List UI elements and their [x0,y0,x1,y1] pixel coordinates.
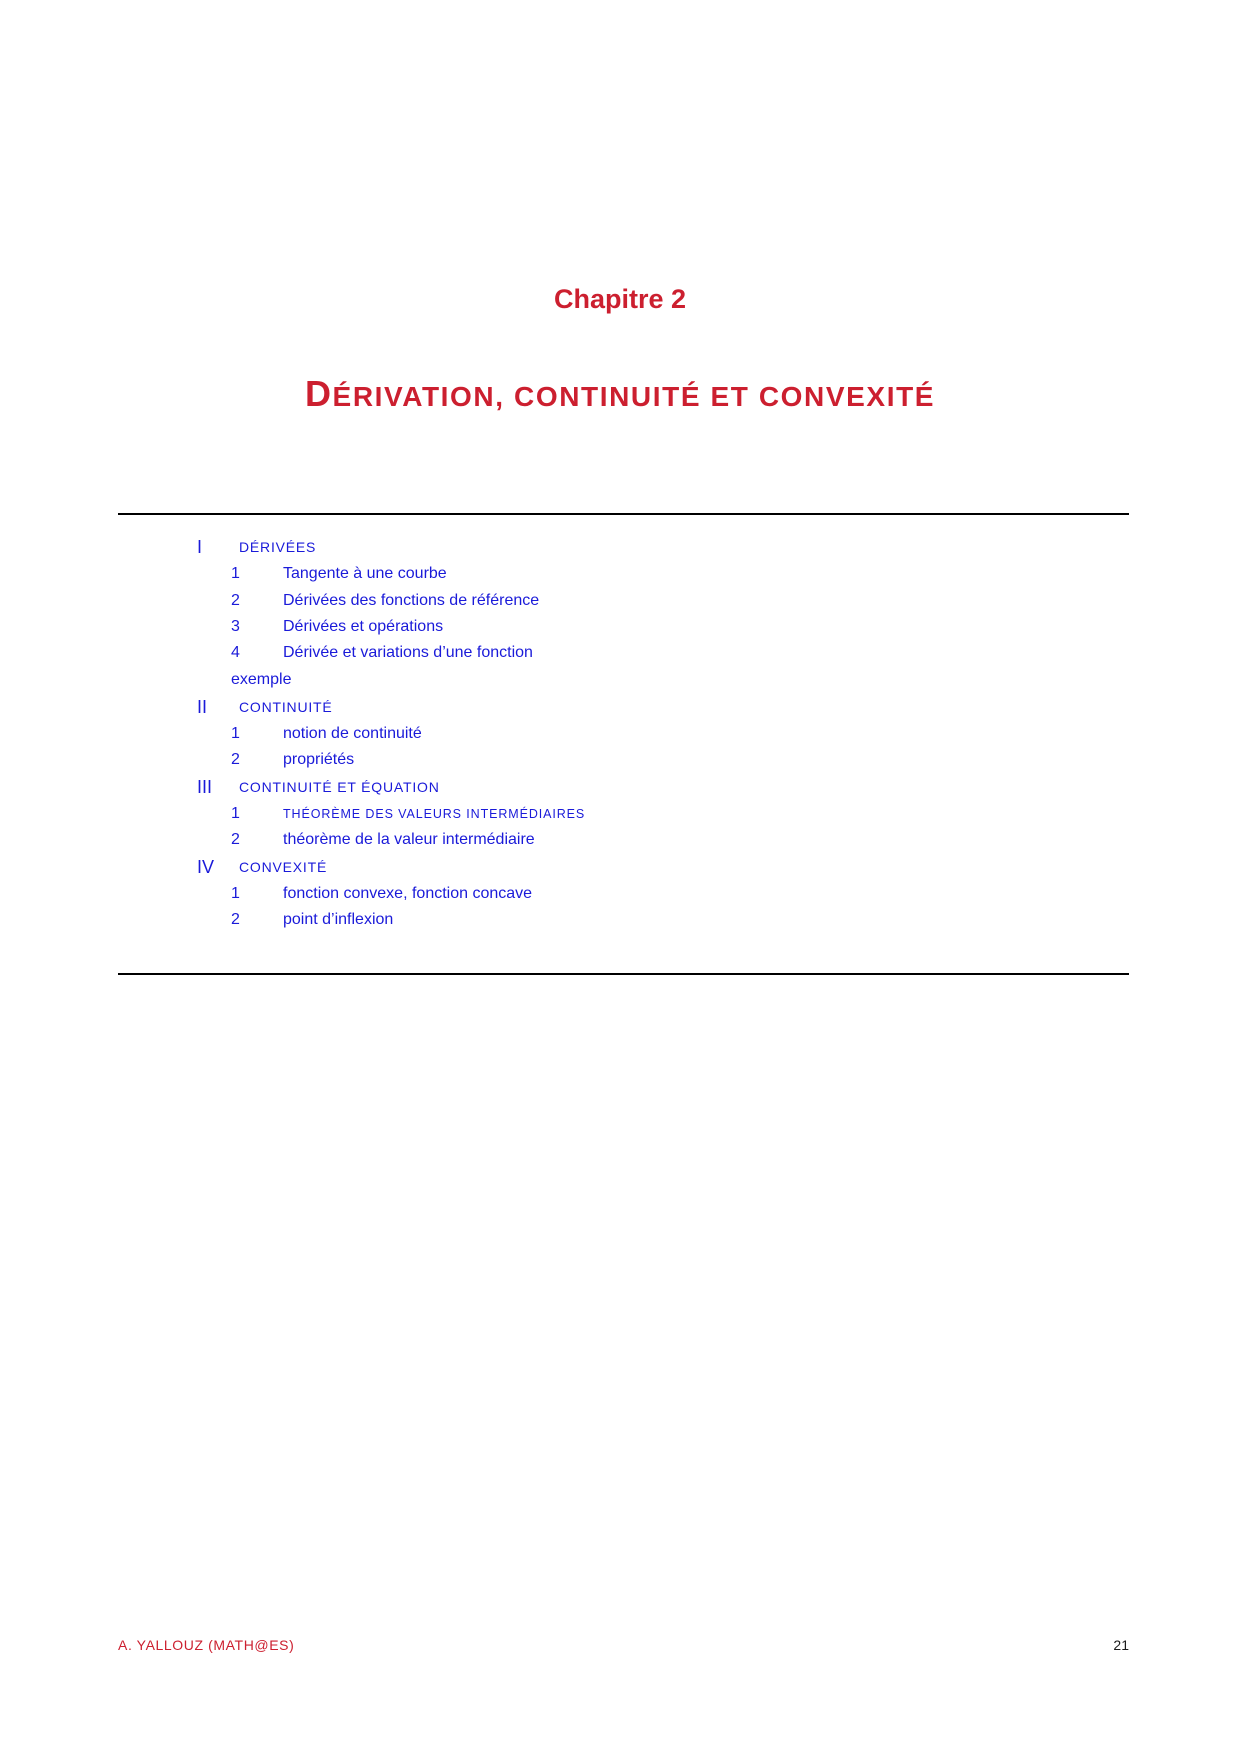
chapter-title-rest: ÉRIVATION, CONTINUITÉ ET CONVEXITÉ [332,381,936,412]
toc-subsection-number: 2 [231,751,240,768]
toc-subsection-number: 1 [231,725,240,742]
toc-section-number: II [197,697,208,717]
toc-entry-link[interactable]: Dérivée et variations d’une fonction [283,641,539,665]
toc-section-number: I [197,537,203,557]
toc-entry-link[interactable]: fonction convexe, fonction concave [283,882,538,906]
toc-section-number: IV [197,857,215,877]
toc-entry-link[interactable]: CONVEXITÉ [239,855,333,879]
toc-entry-link[interactable]: Tangente à une courbe [283,562,453,586]
footer-author: A. YALLOUZ (MATH@ES) [118,1637,295,1653]
chapter-title-initial: D [304,373,333,414]
toc-entry-link[interactable]: CONTINUITÉ ET ÉQUATION [239,775,446,799]
toc-entry-link[interactable]: point d’inflexion [283,908,399,932]
toc-subsection-number: 1 [231,885,240,902]
toc-subsection-number: 3 [231,618,240,635]
toc-entry-link[interactable]: DÉRIVÉES [239,535,322,559]
toc-section-number: III [197,777,213,797]
toc-entry-link[interactable]: Dérivées et opérations [283,615,449,639]
toc-subsection-number: 1 [231,565,240,582]
toc-entry-link[interactable]: propriétés [283,748,360,772]
toc-bottom-rule [118,973,1129,975]
toc-entry-link[interactable]: CONTINUITÉ [239,695,339,719]
toc-subsection-number: 1 [231,805,240,822]
toc-subsection-number: 2 [231,592,240,609]
toc-subsection-number: 2 [231,831,240,848]
toc-entry-link[interactable]: notion de continuité [283,722,428,746]
chapter-label: Chapitre 2 [553,284,687,314]
toc-top-rule [118,513,1129,515]
toc-entry-link[interactable]: Dérivées des fonctions de référence [283,589,545,613]
toc-entry-link[interactable]: THÉORÈME DES VALEURS INTERMÉDIAIRES [283,802,591,826]
chapter-title [0,373,1240,415]
toc-entry-link[interactable]: exemple [231,668,297,692]
footer-page-number: 21 [1113,1637,1129,1653]
toc-subsection-number: 2 [231,911,240,928]
toc-subsection-number: 4 [231,644,240,661]
toc-entry-link[interactable]: théorème de la valeur intermédiaire [283,828,541,852]
